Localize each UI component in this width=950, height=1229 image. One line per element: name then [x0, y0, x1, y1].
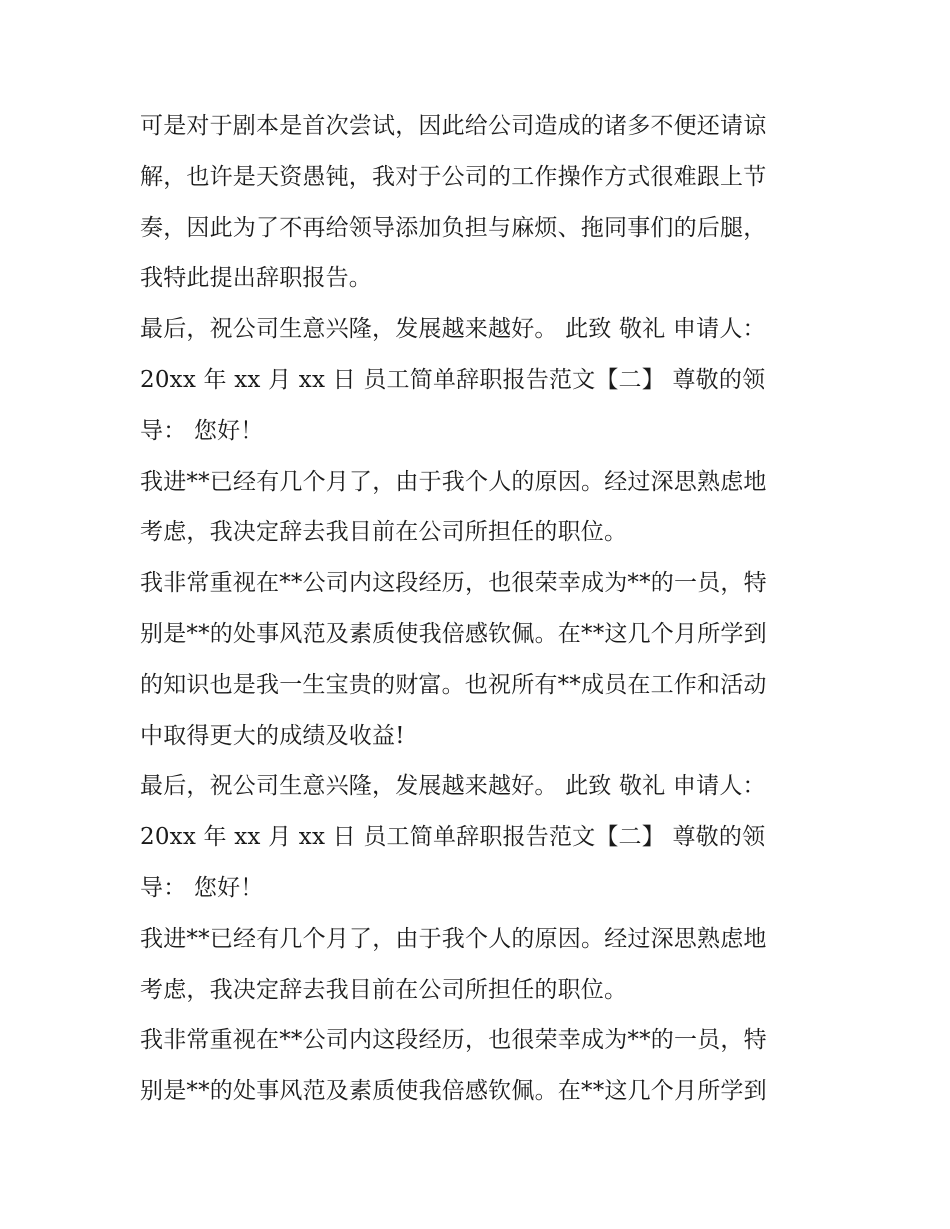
text-line: 我非常重视在**公司内这段经历，也很荣幸成为**的一员，特	[140, 1027, 767, 1054]
text-line: 别是**的处事风范及素质使我倍感钦佩。在**这几个月所学到	[140, 1078, 767, 1105]
text-line: 20xx 年 xx 月 xx 日 员工简单辞职报告范文【二】 尊敬的领	[140, 824, 766, 851]
text-line: 考虑，我决定辞去我目前在公司所担任的职位。	[140, 976, 628, 1003]
text-line: 最后，祝公司生意兴隆，发展越来越好。 此致 敬礼 申请人：	[140, 773, 766, 800]
text-line: 导： 您好！	[140, 417, 264, 444]
text-line: 中取得更大的成绩及收益!	[140, 722, 405, 749]
text-line: 的知识也是我一生宝贵的财富。也祝所有**成员在工作和活动	[140, 671, 767, 698]
text-line: 20xx 年 xx 月 xx 日 员工简单辞职报告范文【二】 尊敬的领	[140, 366, 766, 393]
text-line: 考虑，我决定辞去我目前在公司所担任的职位。	[140, 519, 628, 546]
text-line: 最后，祝公司生意兴隆，发展越来越好。 此致 敬礼 申请人：	[140, 316, 766, 343]
text-line: 我非常重视在**公司内这段经历，也很荣幸成为**的一员，特	[140, 570, 767, 597]
text-line: 可是对于剧本是首次尝试，因此给公司造成的诸多不便还请谅	[140, 113, 767, 139]
text-line: 我特此提出辞职报告。	[140, 265, 372, 292]
text-line: 导： 您好！	[140, 874, 264, 901]
text-line: 我进**已经有几个月了，由于我个人的原因。经过深思熟虑地	[140, 925, 767, 952]
text-line: 我进**已经有几个月了，由于我个人的原因。经过深思熟虑地	[140, 468, 767, 495]
text-line: 奏，因此为了不再给领导添加负担与麻烦、拖同事们的后腿，	[140, 214, 767, 241]
text-line: 解，也许是天资愚钝，我对于公司的工作操作方式很难跟上节	[140, 163, 767, 190]
text-line: 别是**的处事风范及素质使我倍感钦佩。在**这几个月所学到	[140, 620, 767, 647]
document-body	[140, 101, 820, 1117]
